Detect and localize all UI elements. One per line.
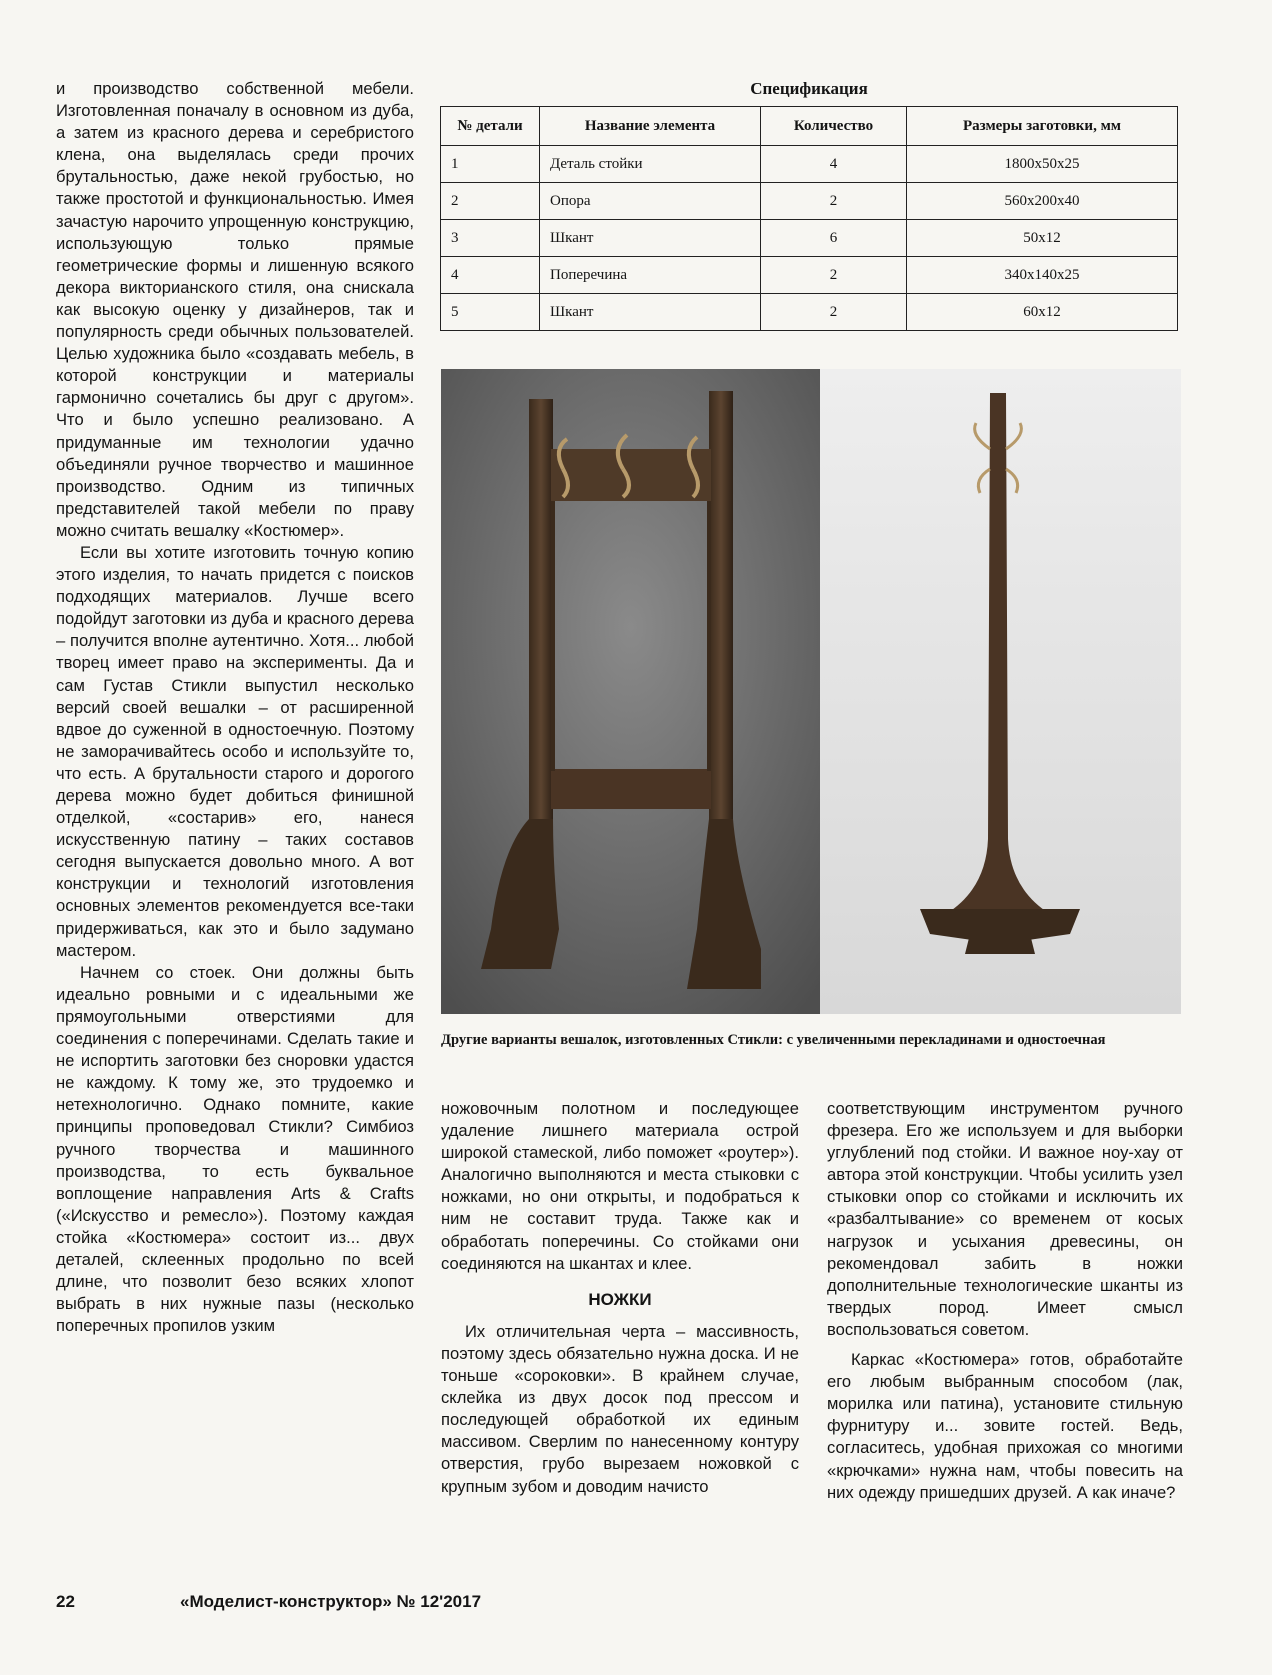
paragraph: Каркас «Костюмера» готов, обработайте его любым выбранным способом (лак, морилка или патина), установите стильную фурнитуру и... зовите гостей. Ведь, согласитесь, удобная прихожая со многими «крючками» нужна нам, чтобы повесить на них одежду пришедших друзей. А как иначе? (827, 1350, 1183, 1502)
column-header: Размеры заготовки, мм (907, 107, 1178, 146)
text-column-2 (441, 1098, 799, 1498)
paragraph: ножовочным полотном и последующее удаление лишнего материала острой широкой стамеской, либо поможет «роутер»). Аналогично выполняются и места стыковки с ножками, но они открыты, и подобраться к ним не составит труда. Также как и обработать поперечины. Со стойками они соединяются на шкантах и клее. (441, 1099, 799, 1273)
table-cell: 1 (441, 146, 540, 183)
specification-table-block (440, 78, 1178, 331)
table-cell: 4 (441, 257, 540, 294)
column-header: № детали (441, 107, 540, 146)
table-cell: 2 (761, 183, 907, 220)
paragraph: Если вы хотите изготовить точную копию этого изделия, то начать придется с поисков подходящих материалов. Лучше всего подойдут заготовки из дуба и красного дерева – получится вполне аутентично. Хотя... любой творец имеет право на эксперименты. Да и сам Густав Стикли выпустил несколько версий своей вешалки – от расширенной вдвое до суженной в одностоечную. Поэтому не заморачивайтесь особо и используйте то, что есть. А брутальности старого и дорогого дерева можно будет добиться финишной отделкой, «состарив» его, нанеся искусственную патину – таких составов сегодня выпускается довольно много. А вот конструкции и технологий изготовления основных элементов рекомендуется все-таки придерживаться, как это и было задумано мастером. (56, 542, 414, 960)
column-header: Количество (761, 107, 907, 146)
wide-coat-rack-photo (441, 369, 820, 1014)
table-title: Спецификация (750, 79, 868, 98)
table-row (441, 257, 1178, 294)
table-cell: 6 (761, 220, 907, 257)
table-cell: Опора (540, 183, 761, 220)
paragraph: Их отличительная черта – массивность, поэтому здесь обязательно нужна доска. И не тоньше «сороковки». В крайнем случае, склейка из двух досок под прессом и последующей обработкой их единым массивом. Сверлим по нанесенному контуру отверстия, грубо вырезаем ножовкой с крупным зубом и доводим начисто (441, 1321, 799, 1496)
photo-caption: Другие варианты вешалок, изготовленных Стикли: с увеличенными перекладинами и одностоечная (441, 1032, 1106, 1048)
table-cell: 2 (761, 257, 907, 294)
paragraph: соответствующим инструментом ручного фрезера. Его же используем и для выборки углублений под стойки. И важное ноу-хау от автора этой конструкции. Чтобы усилить узел стыковки опор со стойками и исключить их «разбалтывание» со временем от косых нагрузок и усыхания древесины, он рекомендовал забить в ножки дополнительные технологические шканты из твердых пород. Имеет смысл воспользоваться советом. (827, 1099, 1183, 1339)
paragraph: и производство собственной мебели. Изготовленная поначалу в основном из дуба, а затем из красного дерева и серебристого клена, она выделялась среди прочих брутальностью, даже некой грубостью, но также простотой и функциональностью. Имея зачастую нарочито упрощенную конструкцию, использующую только прямые геометрические формы и лишенную всякого декора викторианского стиля, она снискала как высокую оценку у дизайнеров, так и популярность среди обычных пользователей. Целью художника было «создавать мебель, в которой конструкции и материалы гармонично сочетались бы друг с другом». Что и было успешно реализовано. А придуманные им технологии удачно объединяли ручное творчество и машинное производство. Одним из типичных представителей такой мебели по праву можно считать вешалку «Костюмер». (56, 79, 414, 540)
photo-panel (441, 369, 1181, 1014)
table-cell: 50x12 (907, 220, 1178, 257)
table-cell: 60x12 (907, 294, 1178, 331)
table-cell: Поперечина (540, 257, 761, 294)
table-header-row (441, 107, 1178, 146)
table-row (441, 220, 1178, 257)
page-number: 22 (56, 1592, 75, 1611)
journal-title: «Моделист-конструктор» № 12'2017 (180, 1592, 482, 1611)
table-cell: 340x140x25 (907, 257, 1178, 294)
column-header: Название элемента (540, 107, 761, 146)
table-cell: 1800x50x25 (907, 146, 1178, 183)
specification-table (440, 106, 1178, 331)
table-cell: Шкант (540, 294, 761, 331)
table-row (441, 294, 1178, 331)
table-cell: 4 (761, 146, 907, 183)
table-cell: 560x200x40 (907, 183, 1178, 220)
section-heading: НОЖКИ (588, 1289, 652, 1309)
table-cell: Шкант (540, 220, 761, 257)
table-cell: 2 (761, 294, 907, 331)
single-post-coat-rack-photo (820, 369, 1181, 1014)
table-cell: 3 (441, 220, 540, 257)
paragraph: Начнем со стоек. Они должны быть идеально ровными и с идеальными же прямоугольными отверстиями для соединения с поперечинами. Сделать такие и не испортить заготовки без сноровки удастся не каждому. К тому же, это трудоемко и нетехнологично. Однако помните, какие принципы проповедовал Стикли? Симбиоз ручного творчества и машинного производства, то есть буквальное воплощение направления Arts & Crafts («Искусство и ремесло»). Поэтому каждая стойка «Костюмера» состоит из... двух деталей, склеенных продольно по всей длине, что позволит безо всяких хлопот выбрать в них нужные пазы (несколько поперечных пропилов узким (56, 962, 414, 1336)
table-cell: Деталь стойки (540, 146, 761, 183)
text-column-1 (56, 78, 414, 1337)
table-cell: 2 (441, 183, 540, 220)
text-column-3 (827, 1098, 1183, 1504)
table-row (441, 183, 1178, 220)
table-row (441, 146, 1178, 183)
table-cell: 5 (441, 294, 540, 331)
